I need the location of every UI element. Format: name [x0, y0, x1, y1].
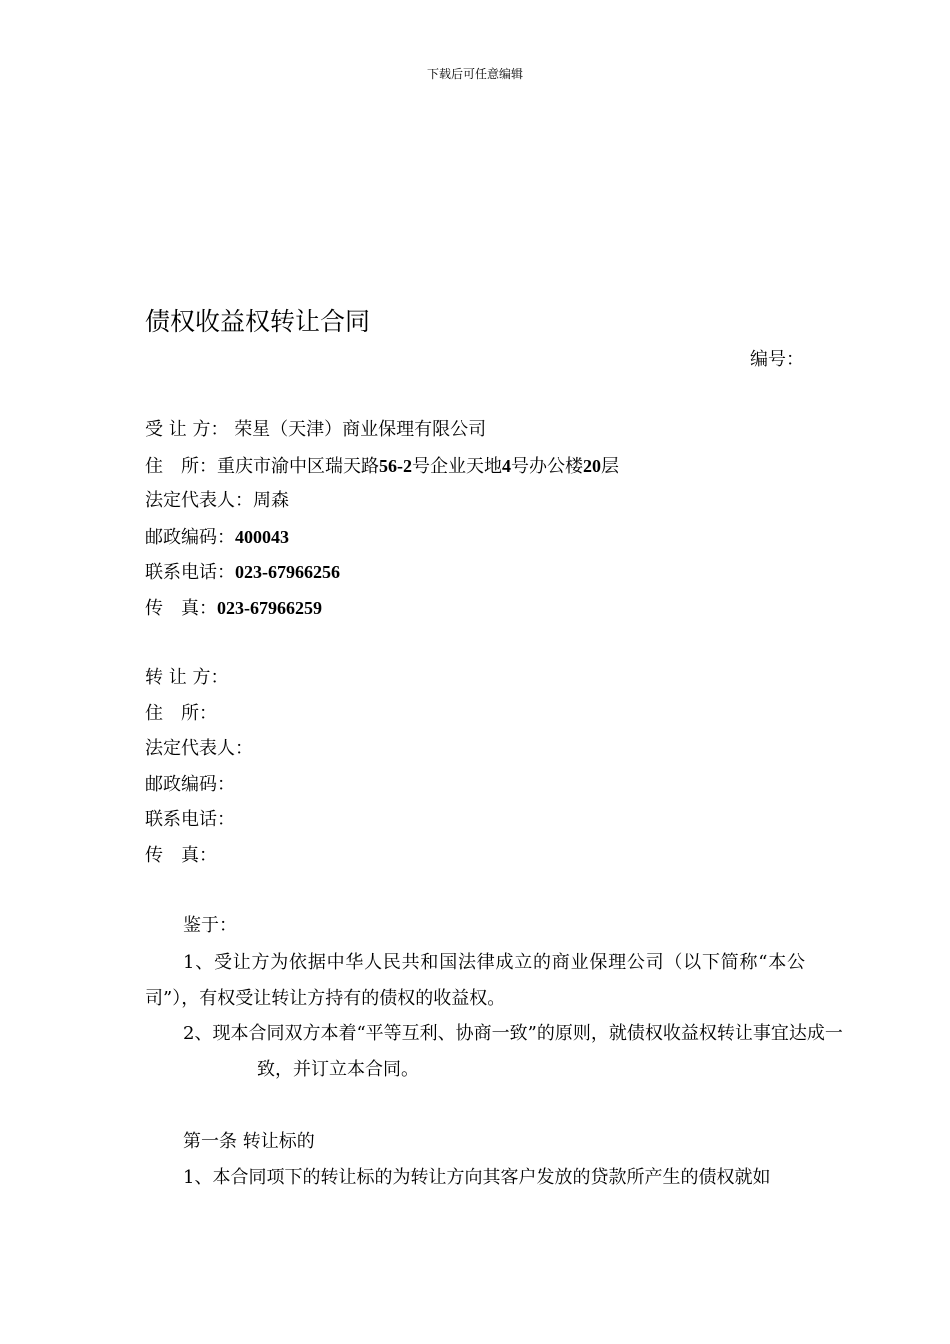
header-note: 下载后可任意编辑 [426, 67, 523, 81]
assignor-postcode [145, 771, 235, 799]
assignee-fax-label-b: 真： [181, 598, 217, 619]
assignee-address-mid1: 号企业天地 [412, 456, 502, 477]
assignee-address-post: 层 [601, 456, 619, 477]
assignor-address-label-a: 住 [145, 703, 163, 724]
article-1-item-1: 1、本合同项下的转让标的为转让方向其客户发放的贷款所产生的债权就如 [183, 1167, 771, 1188]
recital-item-2-tail: 致，并订立本合同。 [257, 1059, 419, 1080]
assignor-address [145, 700, 217, 728]
assignor-fax-label-a: 传 [145, 845, 163, 866]
assignee-phone [145, 558, 340, 587]
assignee-address-label-a: 住 [145, 456, 163, 477]
assignee-party-value: 荣星（天津）商业保理有限公司 [234, 419, 487, 440]
assignor-fax-label-b: 真： [181, 845, 217, 866]
assignee-postcode-value: 400043 [235, 527, 289, 547]
assignee-address-n3: 20 [583, 456, 601, 476]
assignee-address-n1: 56-2 [379, 456, 412, 476]
assignee-postcode-label: 邮政编码： [145, 527, 235, 548]
assignee-fax [145, 594, 322, 623]
contract-number-label: 编号： [750, 349, 804, 370]
assignee-address-n2: 4 [502, 456, 511, 476]
assignee-fax-value: 023-67966259 [217, 598, 322, 618]
assignor-postcode-label: 邮政编码： [145, 774, 235, 795]
assignee-party [145, 416, 486, 444]
recital-item-2-line-b [145, 1056, 419, 1084]
assignee-phone-value: 023-67966256 [235, 562, 340, 582]
assignee-address-mid2: 号办公楼 [511, 456, 583, 477]
article-1-heading: 第一条 转让标的 [183, 1131, 315, 1152]
assignee-phone-label: 联系电话： [145, 562, 235, 583]
assignor-fax [145, 842, 217, 870]
assignor-address-label-b: 所： [181, 703, 217, 724]
assignor-rep-label: 法定代表人： [145, 738, 253, 759]
assignor-phone [145, 806, 235, 834]
assignee-postcode [145, 523, 289, 552]
assignor-party-label: 转 让 方： [145, 667, 229, 688]
assignee-address [145, 452, 619, 481]
page-title: 债权收益权转让合同 [145, 307, 371, 336]
recital-item-1: 1、受让方为依据中华人民共和国法律成立的商业保理公司（以下简称“本公司”），有权受让转让方持有的债权的收益权。 [145, 952, 805, 1009]
assignee-address-label-b: 所： [181, 456, 217, 477]
assignor-phone-label: 联系电话： [145, 809, 235, 830]
assignee-fax-label-a: 传 [145, 598, 163, 619]
assignee-rep [145, 487, 289, 515]
assignee-party-label: 受 让 方： [145, 419, 229, 440]
assignor-party [145, 664, 228, 692]
assignee-rep-label: 法定代表人： [145, 490, 253, 511]
assignee-rep-value: 周森 [253, 490, 289, 511]
recitals-heading: 鉴于： [183, 915, 237, 936]
recital-item-2-line-a: 2、现本合同双方本着“平等互利、协商一致”的原则，就债权收益权转让事宜达成一 [183, 1023, 843, 1044]
assignor-rep [145, 735, 253, 763]
assignee-address-pre: 重庆市渝中区瑞天路 [217, 456, 379, 477]
